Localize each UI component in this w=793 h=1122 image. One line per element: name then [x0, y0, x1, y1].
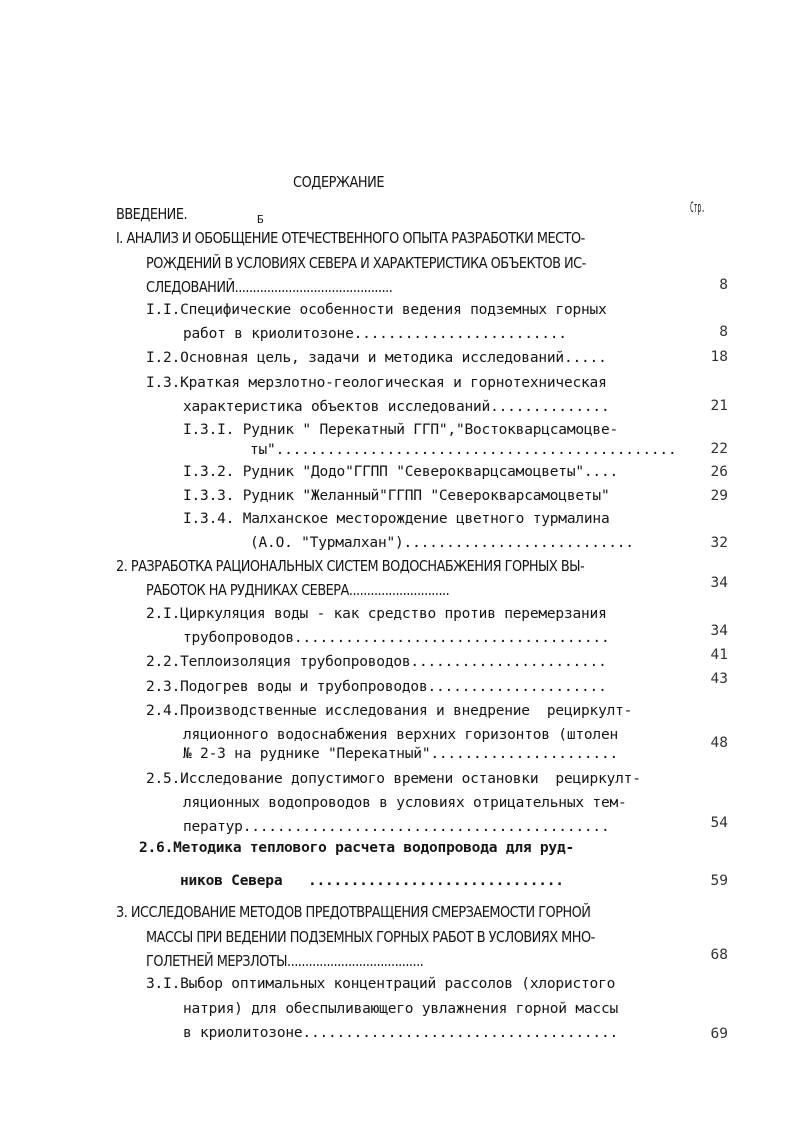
- toc-ch2-page: 34: [710, 575, 728, 591]
- toc-s3-1-line1: 3.I.Выбор оптимальных концентраций рассолов (хлористого: [146, 976, 616, 992]
- toc-ch2-line1: 2. РАЗРАБОТКА РАЦИОНАЛЬНЫХ СИСТЕМ ВОДОСНАБЖЕНИЯ ГОРНЫХ ВЫ-: [116, 557, 585, 575]
- page-column-label: Стр.: [690, 200, 706, 216]
- toc-s1-1-page: 8: [719, 324, 728, 340]
- toc-s1-3-1-line2: ты"...............................................: [250, 442, 677, 458]
- toc-ch3-line2: МАССЫ ПРИ ВЕДЕНИИ ПОДЗЕМНЫХ ГОРНЫХ РАБОТ В УСЛОВИЯХ МНО-: [146, 928, 595, 946]
- toc-s3-1-line2: натрия) для обеспыливающего увлажнения горной массы: [183, 1001, 619, 1017]
- toc-ch3-line3: ГОЛЕТНЕЙ МЕРЗЛОТЫ......................................: [146, 952, 424, 970]
- toc-s2-5-page: 54: [710, 815, 728, 831]
- toc-ch3-page: 68: [710, 947, 728, 963]
- toc-s3-1-line3: в криолитозоне.....................................: [183, 1025, 619, 1041]
- toc-s1-3-2-line1: I.3.2. Рудник "Додо"ГГПП "Северокварцсамоцветы"....: [183, 464, 619, 480]
- toc-ch1-line1: I. АНАЛИЗ И ОБОБЩЕНИЕ ОТЕЧЕСТВЕННОГО ОПЫТА РАЗРАБОТКИ МЕСТО-: [116, 229, 585, 247]
- toc-s2-3-line1: 2.3.Подогрев воды и трубопроводов.....................: [146, 679, 607, 695]
- toc-s2-1-page: 34: [710, 623, 728, 639]
- toc-s1-3-page: 21: [710, 398, 728, 414]
- toc-s1-3-4-line2: (А.О. "Турмалхан")...........................: [250, 535, 634, 551]
- toc-s2-6-line1: 2.6.Методика теплового расчета водопровода для руд-: [139, 840, 575, 856]
- toc-s2-6-page: 59: [710, 873, 728, 889]
- toc-s1-3-1-page: 22: [710, 441, 728, 457]
- toc-intro: ВВЕДЕНИЕ.: [116, 205, 188, 223]
- toc-s1-3-2-page: 26: [710, 464, 728, 480]
- toc-s2-5-line2: ляционных водопроводов в условиях отрицательных тем-: [183, 795, 627, 811]
- toc-s3-1-page: 69: [710, 1026, 728, 1042]
- toc-s2-6-line2: ников Севера ..............................: [180, 873, 564, 889]
- toc-ch1-line3: СЛЕДОВАНИЙ............................................: [146, 278, 393, 296]
- toc-ch1-line2: РОЖДЕНИЙ В УСЛОВИЯХ СЕВЕРА И ХАРАКТЕРИСТИКА ОБЪЕКТОВ ИС-: [146, 254, 586, 272]
- toc-s1-3-4-line1: I.3.4. Малханское месторождение цветного турмалина: [183, 511, 610, 527]
- toc-heading: СОДЕРЖАНИЕ: [293, 173, 385, 191]
- toc-s1-2-line1: I.2.Основная цель, задачи и методика исследований.....: [146, 350, 607, 366]
- toc-s2-4-line3: № 2-3 на руднике "Перекатный"......................: [183, 746, 619, 762]
- toc-s2-2-line1: 2.2.Теплоизоляция трубопроводов.......................: [146, 654, 607, 670]
- toc-s2-4-line1: 2.4.Производственные исследования и внедрение рециркулт-: [146, 703, 633, 719]
- toc-ch2-line2: РАБОТОК НА РУДНИКАХ СЕВЕРА............................: [146, 581, 450, 599]
- toc-s2-5-line1: 2.5.Исследование допустимого времени остановки рециркулт-: [146, 771, 641, 787]
- toc-s2-4-page: 48: [710, 735, 728, 751]
- toc-s2-4-line2: ляционного водоснабжения верхних горизонтов (штолен: [183, 727, 619, 743]
- toc-s1-1-line2: работ в криолитозоне.........................: [183, 326, 567, 342]
- toc-s1-3-3-page: 29: [710, 488, 728, 504]
- toc-s1-1-line1: I.I.Специфические особенности ведения подземных горных: [146, 302, 607, 318]
- toc-s1-3-line2: характеристика объектов исследований..............: [183, 399, 610, 415]
- toc-s2-1-line1: 2.I.Циркуляция воды - как средство против перемерзания: [146, 606, 607, 622]
- toc-s2-1-line2: трубопроводов.....................................: [183, 630, 610, 646]
- toc-s2-3-page: 43: [710, 671, 728, 687]
- toc-ch1-page: 8: [719, 277, 728, 293]
- toc-s1-3-line1: I.3.Краткая мерзлотно-геологическая и горнотехническая: [146, 375, 607, 391]
- margin-mark: Б: [257, 213, 264, 226]
- toc-s1-2-page: 18: [710, 349, 728, 365]
- toc-s1-3-1-line1: I.3.I. Рудник " Перекатный ГГП","Востокварцсамоцве-: [183, 422, 619, 438]
- toc-s2-2-page: 41: [710, 647, 728, 663]
- toc-s1-3-3-line1: I.3.3. Рудник "Желанный"ГГПП "Северокварсамоцветы": [183, 488, 610, 504]
- toc-s2-5-line3: ператур...........................................: [183, 819, 610, 835]
- toc-s1-3-4-page: 32: [710, 535, 728, 551]
- toc-ch3-line1: 3. ИССЛЕДОВАНИЕ МЕТОДОВ ПРЕДОТВРАЩЕНИЯ СМЕРЗАЕМОСТИ ГОРНОЙ: [116, 903, 591, 921]
